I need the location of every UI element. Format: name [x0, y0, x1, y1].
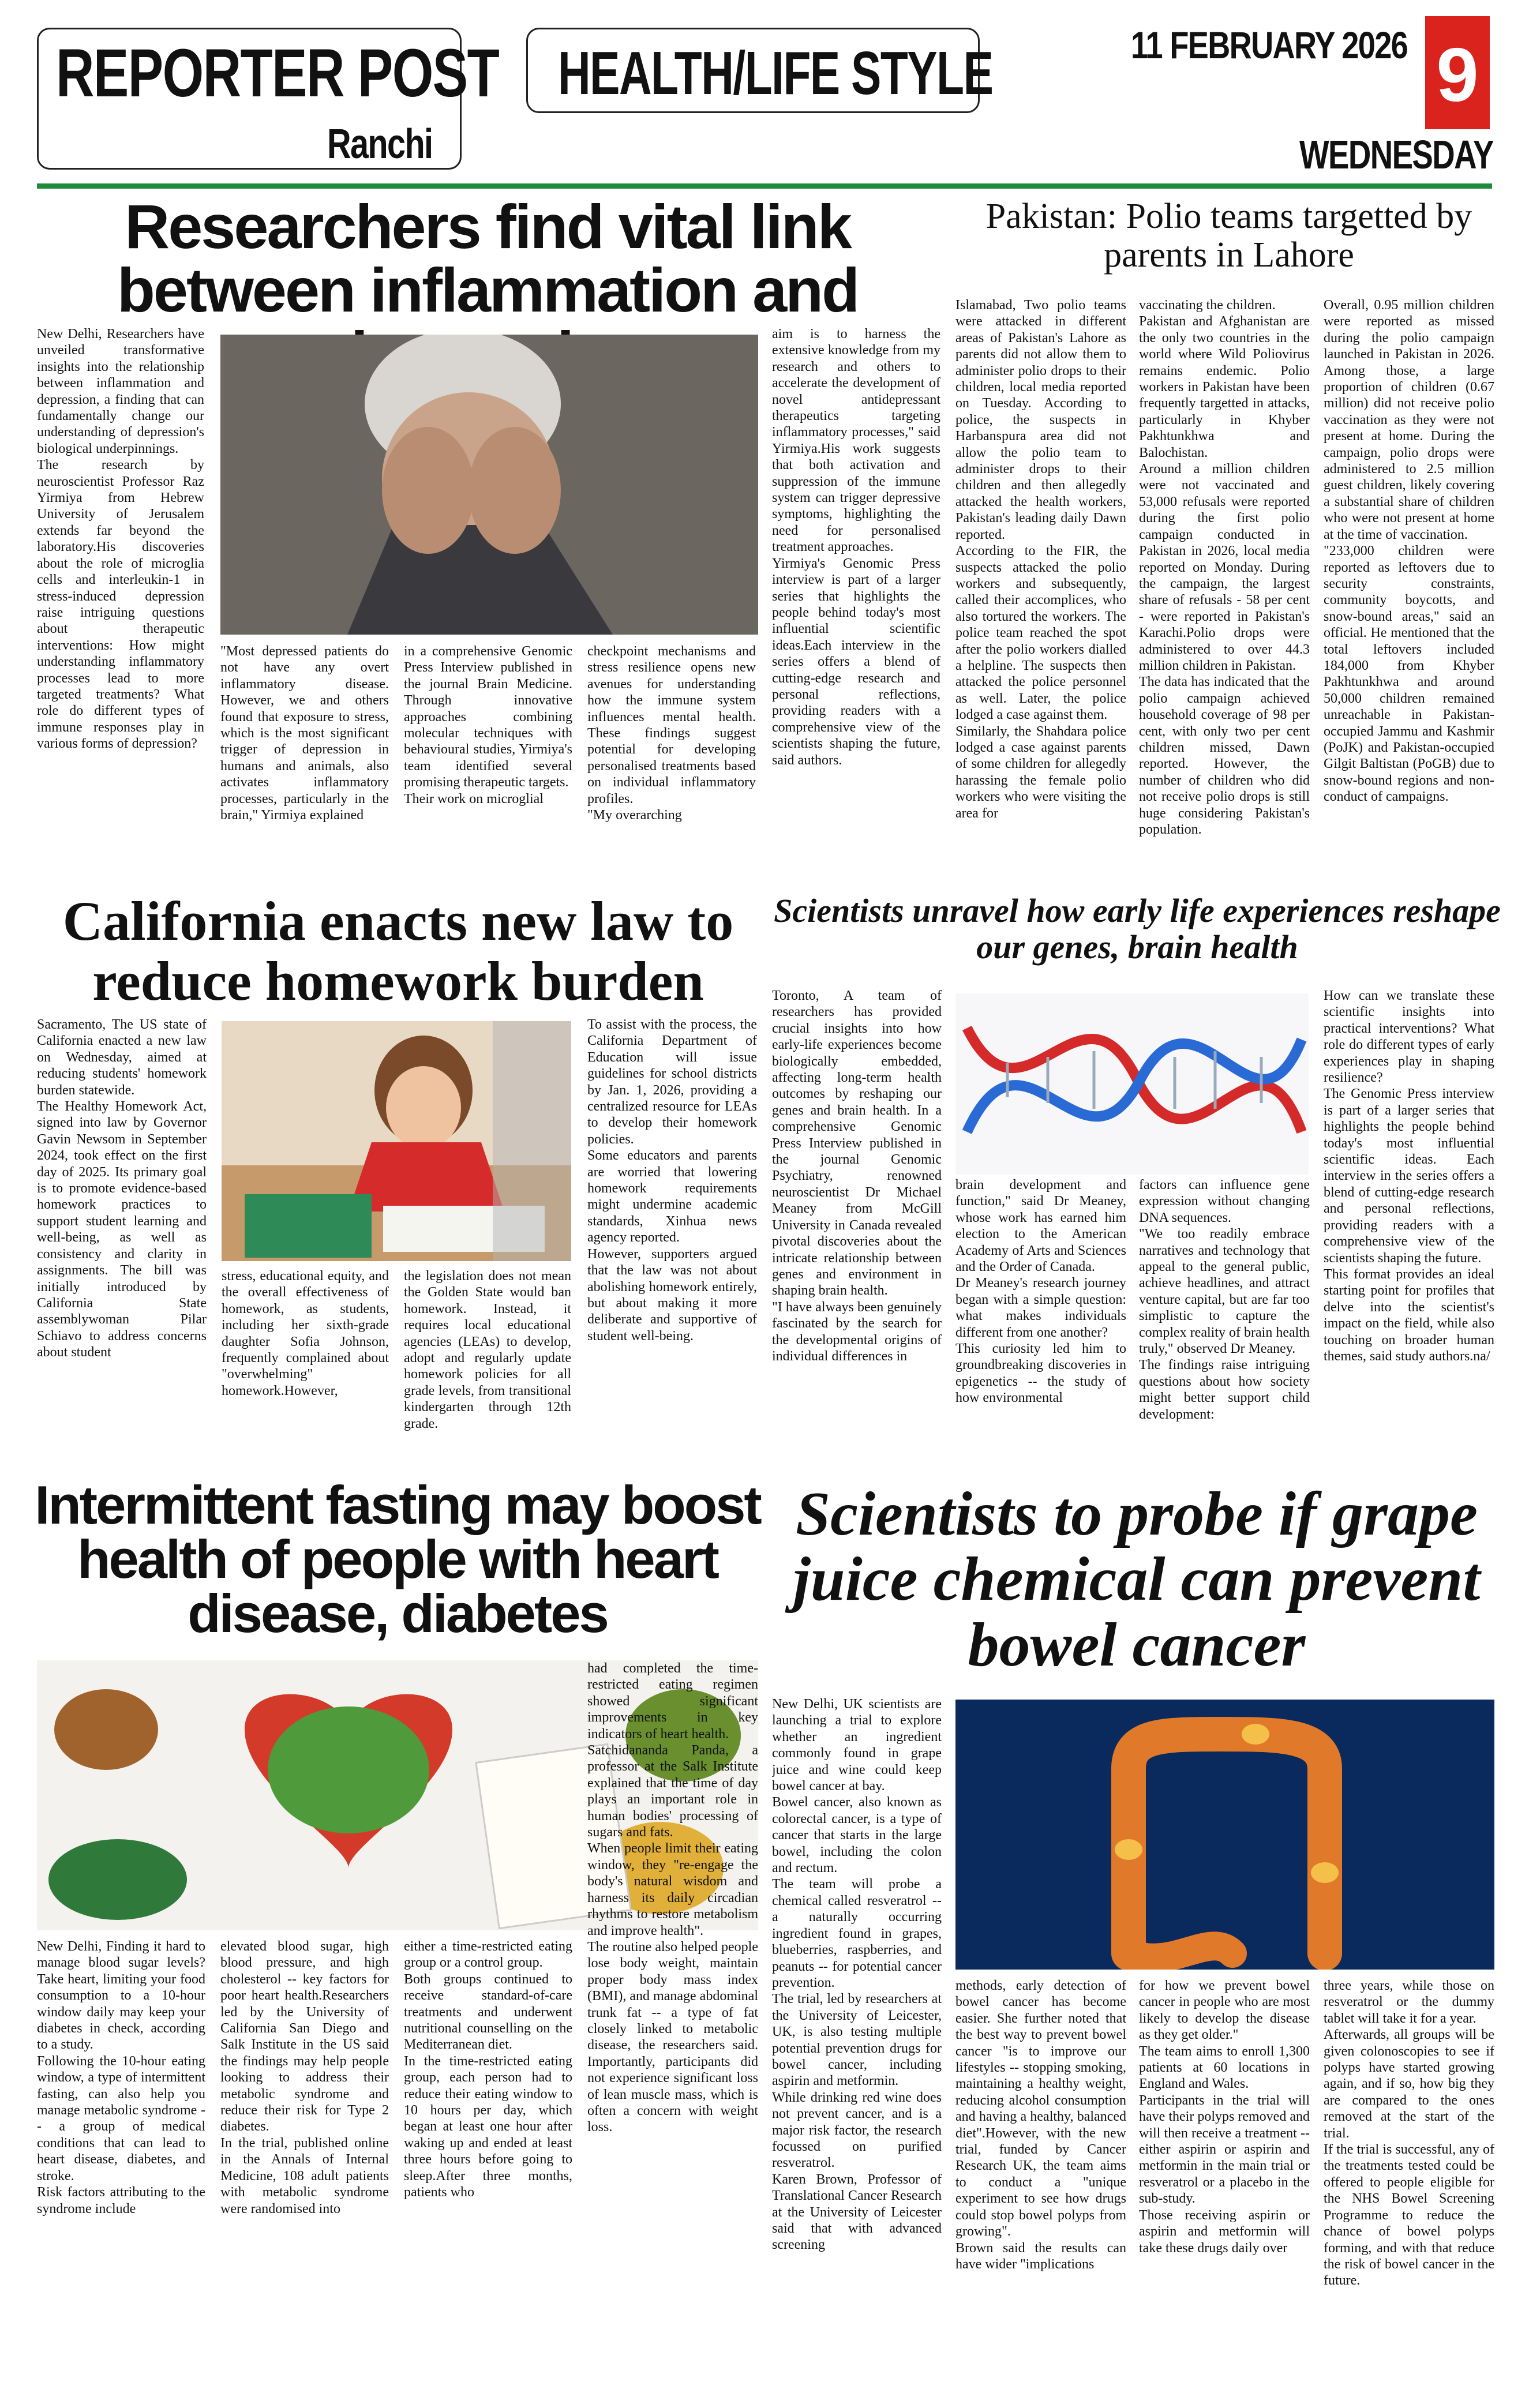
genes-col-4: How can we translate these scientific insights into practical interventions? What role do different types of early experiences play in shaping resilience? The Genomic Press interview is part of a larger series that highlights the people behind today's most influential scientific ideas. Each interview in the series offers a blend of cutting-edge research and personal reflections, providing readers with a comprehensive view of the scientists shaping the future. This format provides an ideal starting point for profiles that delve into the scientist's impact on the field, while also touching on broader human themes, said study authors.na/ — [1324, 988, 1494, 1364]
page-number-box — [1425, 16, 1490, 129]
headline-homework: California enacts new law to reduce homework burden — [62, 890, 734, 1012]
photo-colon-illustration — [955, 1700, 1494, 1970]
grape-col-2: methods, early detection of bowel cancer has become easier. She further noted that the best way to prevent bowel cancer "is to improve our lifestyles -- stopping smoking, maintaining a healthy weight, reducing alcohol consumption and having a healthy, balanced diet".However, with the new trial, funded by Cancer Research UK, the team aims to conduct a "unique experiment to see how drugs could stop bowel polyps from growing". Brown said the results can have wider "implications — [955, 1978, 1126, 2272]
photo-dna-helix — [955, 993, 1309, 1175]
polio-col-1: Islamabad, Two polio teams were attacked in different areas of Pakistan's Lahore as parents did not allow them to administer polio drops to their children, local media reported on Tuesday. According to police, the suspects in Harbanspura area did not allow the polio team to administer drops to their children and then allegedly attacked the health workers, Pakistan's leading daily Dawn reported. According to the FIR, the suspects attacked the polio workers and subsequently, called their accomplices, who also tortured the workers. The police team reached the spot after the polio workers dialled a helpline. The suspects then attacked the police personnel as well. Later, the police lodged a case against them. Similarly, the Shahdara police lodged a case against parents of some children for allegedly harassing the female polio workers who were visiting the area for — [955, 298, 1126, 821]
masthead-rule — [37, 183, 1492, 189]
inflammation-col-5: aim is to harness the extensive knowledge from my research and others to accelerate the development of novel antidepressant therapeutics targeting inflammatory processes," said Yirmiya.His work suggests that both activation and suppression of the immune system can trigger depressive symptoms, highlighting the need for personalised treatment approaches. Yirmiya's Genomic Press interview is part of a larger series that highlights the people behind today's most influential scientific ideas.Each interview in the series offers a blend of cutting-edge research and personal reflections, providing readers with a comprehensive view of the scientists shaping the future, said authors. — [772, 327, 940, 768]
photo-child-homework — [222, 1021, 571, 1261]
fasting-col-3: either a time-restricted eating group or a control group. Both groups continued to receive standard-of-care treatments and underwent nutritional counselling on the Mediterranean diet. In the time-restricted eating group, each person had to reduce their eating window to 10 hours per day, which began at least one hour after waking up and ended at least three hours before going to sleep.After three months, patients who — [404, 1939, 572, 2200]
homework-col-1: Sacramento, The US state of California enacted a new law on Wednesday, aimed at reducing students' homework burden statewide. The Healthy Homework Act, signed into law by Governor Gavin Newsom in September 2024, took effect on the first day of 2025. Its primary goal is to promote evidence-based homework practices to support student learning and well-being, as well as consistency and clarity in assignments. The bill was initially introduced by California State assemblywoman Pilar Schiavo to address concerns about student — [37, 1017, 207, 1360]
fasting-col-2: elevated blood sugar, high blood pressure, and high cholesterol -- key factors for poor heart health.Researchers led by the University of California San Diego and Salk Institute in the US said the findings may help people looking to address their metabolic syndrome and reduce their risk for Type 2 diabetes. In the trial, published online in the Annals of Internal Medicine, 108 adult patients with metabolic syndrome were randomised into — [220, 1939, 389, 2216]
weekday: WEDNESDAY — [1299, 132, 1493, 177]
inflammation-col-1: New Delhi, Researchers have unveiled transformative insights into the relationship between inflammation and depression, a finding that can fundamentally change our understanding of depression's biological underpinnings. The research by neuroscientist Professor Raz Yirmiya from Hebrew University of Jerusalem extends far beyond the laboratory.His discoveries about the role of microglia cells and interleukin-1 in stress-induced depression raise intriguing questions about therapeutic interventions: How might understanding inflammatory processes lead to more targeted treatments? What role do different types of immune responses play in various forms of depression? — [37, 327, 204, 752]
grape-col-4: three years, while those on resveratrol or the dummy tablet will take it for a year. Afterwards, all groups will be given colonoscopies to see if polyps have started growing again, and if so, how big they are compared to the ones removed at the start of the trial. If the trial is successful, any of the treatments tested could be offered to people eligible for the NHS Bowel Screening Programme to reduce the chance of bowel polyps forming, and with that reduce the risk of bowel cancer in the future. — [1324, 1978, 1494, 2289]
fasting-col-1: New Delhi, Finding it hard to manage blood sugar levels? Take heart, limiting your food consumption to a 10-hour window daily may keep your diabetes in check, according to a study. Following the 10-hour eating window, a type of intermittent fasting, can also help you manage metabolic syndrome -- a group of medical conditions that can lead to heart disease, diabetes, and stroke. Risk factors attributing to the syndrome include — [37, 1939, 205, 2216]
inflammation-col-2: "Most depressed patients do not have any overt inflammatory disease. However, we and others found that exposure to stress, which is the most significant trigger of depression in humans and animals, also activates inflammatory processes, particularly in the brain," Yirmiya explained — [220, 644, 389, 823]
homework-col-4: To assist with the process, the California Department of Education will issue guidelines for school districts by Jan. 1, 2026, providing a centralized resource for LEAs to develop their homework policies. Some educators and parents are worried that lowering homework requirements might undermine academic standards, Xinhua news agency reported. However, supporters argued that the law was not about abolishing homework entirely, but about making it more deliberate and supportive of student well-being. — [587, 1017, 757, 1344]
polio-col-3: Overall, 0.95 million children were reported as missed during the polio campaign launched in Pakistan in 2026. Among those, a large proportion of children (0.67 million) did not receive polio vaccination as they were not present at home. During the campaign, polio drops were administered to 2.5 million guest children, likely covering a substantial share of children who were not present at home at the time of vaccination. "233,000 children were reported as leftovers due to security constraints, community boycotts, and snow-bound areas," said an official. He mentioned that the total leftovers included 184,000 from Khyber Pakhtunkhwa and around 50,000 children remained unreachable in Pakistan-occupied Jammu and Kashmir (PoJK) and Pakistan-occupied Gilgit Baltistan (PoGB) due to snow-bound regions and non-conduct of campaigns. — [1324, 298, 1494, 805]
page-number: 9 — [1436, 32, 1479, 117]
paper-name: REPORTER POST — [56, 35, 499, 111]
paper-city: Ranchi — [327, 121, 433, 167]
polio-col-2: vaccinating the children. Pakistan and Afghanistan are the only two countries in the world where Wild Poliovirus remains endemic. Polio workers in Pakistan have been frequently targetted in attacks, particularly in Khyber Pakhtunkhwa and Balochistan. Around a million children were not vaccinated and 53,000 refusals were reported during the first polio campaign conducted in Pakistan in 2026, local media reported on Monday. During the campaign, the largest share of refusals - 58 per cent - were reported in Pakistan's Karachi.Polio drops were administered to over 44.3 million children in Pakistan. The data has indicated that the polio campaign achieved household coverage of 98 per cent, with only two per cent children missed, Dawn reported. However, the number of children who did not receive polio drops is still huge considering Pakistan's population. — [1139, 298, 1310, 837]
headline-fasting: Intermittent fasting may boost health of people with heart disease, diabetes — [35, 1475, 760, 1644]
inflammation-col-4: checkpoint mechanisms and stress resilience opens new avenues for understanding how the immune system influences mental health. These findings suggest potential for developing personalised treatments based on individual inflammatory profiles. "My overarching — [587, 644, 756, 823]
masthead-paper-box — [37, 28, 499, 170]
headline-polio: Pakistan: Polio teams targetted by parents in Lahore — [985, 197, 1472, 275]
issue-date: 11 FEBRUARY 2026 — [1131, 24, 1408, 66]
headline-inflammation: Researchers find vital link between inflammation and — [117, 192, 859, 325]
fasting-col-4: had completed the time-restricted eating regimen showed significant improvements in key indicators of heart health. Satchidananda Panda, a professor at the Salk Institute explained that the time of day plays an important role in human bodies' processing of sugars and fats. When people limit their eating window, they "re-engage the body's natural wisdom and harness its daily circadian rhythms to restore metabolism and improve health". The routine also helped people lose body weight, maintain proper body mass index (BMI), and manage abdominal trunk fat -- a type of fat closely linked to metabolic disease, the researchers said. Importantly, participants did not experience significant loss of lean muscle mass, which is often a concern with weight loss. — [587, 1661, 758, 2135]
section-title: HEALTH/LIFE STYLE — [558, 39, 993, 107]
genes-col-1: Toronto, A team of researchers has provided crucial insights into how early-life experiences become biologically embedded, affecting long-term health outcomes by reshaping our genes and brain health. In a comprehensive Genomic Press Interview published in the journal Genomic Psychiatry, renowned neuroscientist Dr Michael Meaney from McGill University in Canada revealed pivotal discoveries about the intricate relationship between genes and environment in shaping brain health. "I have always been genuinely fascinated by the search for the developmental origins of individual differences in — [772, 988, 942, 1364]
grape-col-3: for how we prevent bowel cancer in people who are most likely to develop the disease as they get older." The team aims to enroll 1,300 patients at 60 locations in England and Wales. Participants in the trial will have their polyps removed and will then receive a treatment -- either aspirin or aspirin and metformin in the main trial or resveratrol or a placebo in the sub-study. Those receiving aspirin or aspirin and metformin will take these drugs daily over — [1139, 1978, 1310, 2256]
headline-genes: Scientists unravel how early life experiences reshape our genes, brain health — [774, 892, 1501, 966]
homework-col-2: stress, educational equity, and the overall effectiveness of homework, as students, including her sixth-grade daughter Sofia Johnson, frequently complained about "overwhelming" homework.However, — [222, 1269, 389, 1398]
section-box — [526, 28, 993, 113]
grape-col-1: New Delhi, UK scientists are launching a trial to explore whether an ingredient commonly found in grape juice and wine could keep bowel cancer at bay. Bowel cancer, also known as colorectal cancer, is a type of cancer that starts in the large bowel, including the colon and rectum. The team will probe a chemical called resveratrol -- a naturally occurring ingredient found in grapes, blueberries, raspberries, and peanuts -- for potential cancer prevention. The trial, led by researchers at the University of Leicester, UK, is also testing multiple potential prevention drugs for bowel cancer, including aspirin and metformin. While drinking red wine does not prevent cancer, and is a major risk factor, the research focussed on purified resveratrol. Karen Brown, Professor of Translational Cancer Research at the University of Leicester said that with advanced screening — [772, 1697, 942, 2253]
headline-grape: Scientists to probe if grape juice chemical can prevent bowel cancer — [793, 1480, 1481, 1679]
inflammation-col-3: in a comprehensive Genomic Press Interview published in the journal Brain Medicine. Through innovative approaches combining molecular techniques with behavioural studies, Yirmiya's team identified several promising therapeutic targets. Their work on microglial — [404, 644, 572, 807]
genes-col-3: factors can influence gene expression without changing DNA sequences. "We too readily embrace narratives and technology that appeal to the general public, achieve headlines, and attract venture capital, but are far too simplistic to capture the complex reality of brain health truly," observed Dr Meaney. The findings raise intriguing questions about how society might better support child development: — [1139, 1177, 1310, 1422]
photo-depressed-woman — [220, 335, 758, 635]
genes-col-2: brain development and function," said Dr Meaney, whose work has earned him election to the American Academy of Arts and Sciences and the Order of Canada. Dr Meaney's research journey began with a simple question: what makes individuals different from one another? This curiosity led him to groundbreaking discoveries in epigenetics -- the study of how environmental — [955, 1177, 1126, 1406]
homework-col-3: the legislation does not mean the Golden State would ban homework. Instead, it requires local educational agencies (LEAs) to develop, adopt and regularly update homework policies for all grade levels, from transitional kindergarten through 12th grade. — [404, 1269, 571, 1431]
